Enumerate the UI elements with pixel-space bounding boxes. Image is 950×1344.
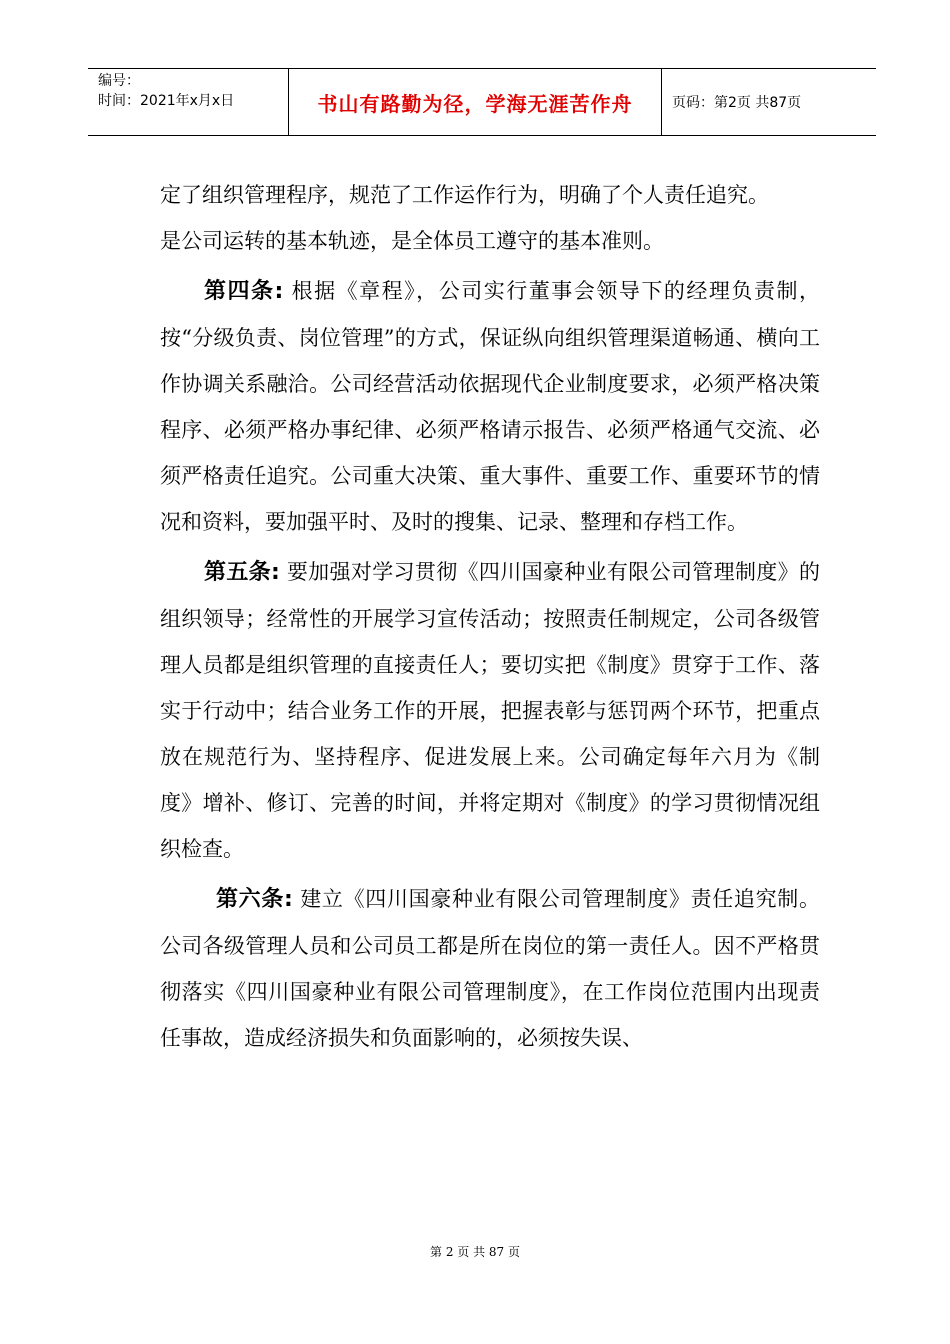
article-4-text: 根据《章程》，公司实行董事会领导下的经理负责制，按“分级负责、岗位管理”的方式，保证纵向组织管理渠道畅通、横向工作协调关系融洽。公司经营活动依据现代企业制度要求，必须严格决策程序、必须严格办事纪律、必须严格请示报告、必须严格通气交流、必须严格责任追究。公司重大决策、重大事件、重要工作、重要环节的情况和资料，要加强平时、及时的搜集、记录、整理和存档工作。 xyxy=(160,279,820,534)
article-5 xyxy=(160,549,820,872)
time-label: 时间：2021年x月x日 xyxy=(98,93,235,109)
header-meta xyxy=(88,69,288,135)
article-6-text: 建立《四川国豪种业有限公司管理制度》责任追究制。公司各级管理人员和公司员工都是所在岗位的第一责任人。因不严格贯彻落实《四川国豪种业有限公司管理制度》，在工作岗位范围内出现责任事故，造成经济损失和负面影响的，必须按失误、 xyxy=(160,887,820,1050)
number-label: 编号： xyxy=(98,73,140,89)
article-5-text: 要加强对学习贯彻《四川国豪种业有限公司管理制度》的组织领导；经常性的开展学习宣传活动；按照责任制规定，公司各级管理人员都是组织管理的直接责任人；要切实把《制度》贯穿于工作、落实于行动中；结合业务工作的开展，把握表彰与惩罚两个环节，把重点放在规范行为、坚持程序、促进发展上来。公司确定每年六月为《制度》增补、修订、完善的时间，并将定期对《制度》的学习贯彻情况组织检查。 xyxy=(160,560,820,861)
header-motto: 书山有路勤为径，学海无涯苦作舟 xyxy=(288,69,662,135)
header-page-info: 页码：第2页 共87页 xyxy=(672,95,802,111)
document-body xyxy=(160,172,820,1061)
article-5-heading: 第五条: xyxy=(204,560,280,585)
intro-line-1: 定了组织管理程序，规范了工作运作行为，明确了个人责任追究。 xyxy=(160,183,769,207)
intro-line-2: 是公司运转的基本轨迹，是全体员工遵守的基本准则。 xyxy=(160,229,664,253)
document-header xyxy=(88,68,876,136)
article-4-heading: 第四条: xyxy=(204,279,284,304)
article-6 xyxy=(160,876,820,1061)
article-6-heading: 第六条: xyxy=(216,887,293,912)
page-footer: 第 2 页 共 87 页 xyxy=(430,1245,520,1259)
article-4 xyxy=(160,268,820,545)
